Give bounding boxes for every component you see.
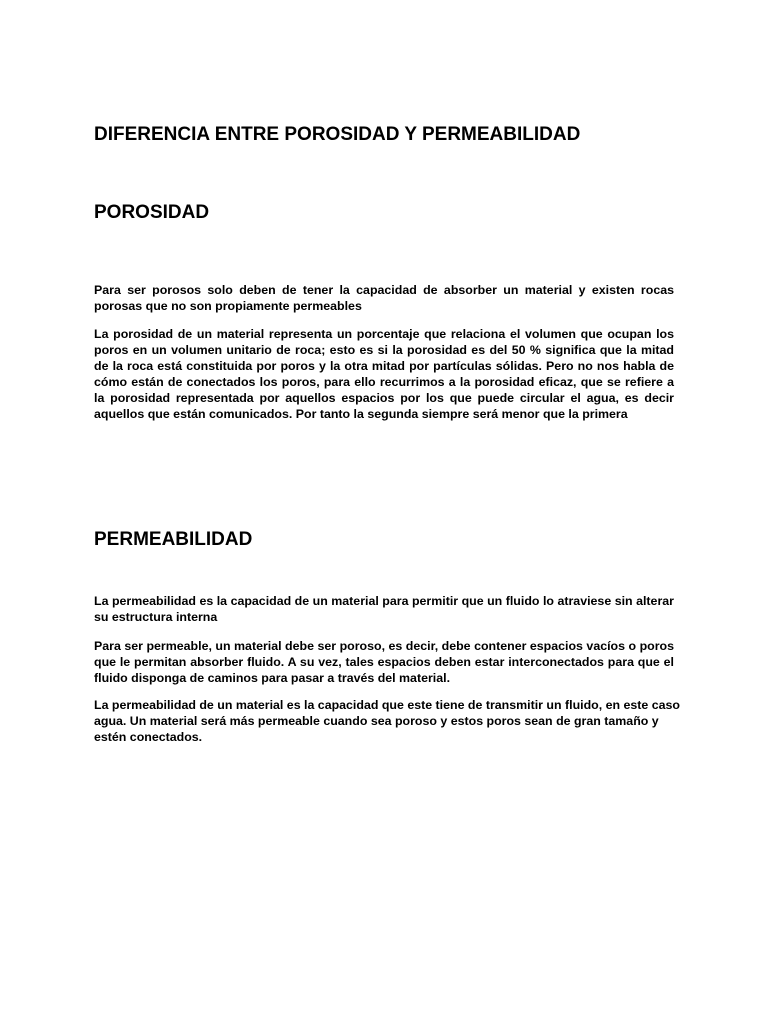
permeabilidad-paragraph-3: La permeabilidad de un material es la capacidad que este tiene de transmitir un fluido, en este caso agua. Un material será más permeable cuando sea poroso y estos poros sean de gran tamaño y estén conectados.: [94, 698, 680, 744]
document-title: DIFERENCIA ENTRE POROSIDAD Y PERMEABILIDAD: [94, 124, 581, 145]
permeabilidad-paragraph-2: Para ser permeable, un material debe ser poroso, es decir, debe contener espacios vacíos o poros que le permitan absorber fluido. A su vez, tales espacios deben estar interconectados para que el fluido disponga de caminos para pasar a través del material.: [94, 639, 674, 685]
section-heading-permeabilidad: PERMEABILIDAD: [94, 529, 253, 550]
porosidad-paragraph-2: La porosidad de un material representa un porcentaje que relaciona el volumen que ocupan los poros en un volumen unitario de roca; esto es si la porosidad es del 50 % significa que la mitad de la roca está constituida por poros y la otra mitad por partículas sólidas. Pero no nos habla de cómo están de conectados los poros, para ello recurrimos a la porosidad eficaz, que se refiere a la porosidad representada por aquellos espacios por los que puede circular el agua, es decir aquellos que están comunicados. Por tanto la segunda siempre será menor que la primera: [94, 327, 674, 421]
section-heading-porosidad: POROSIDAD: [94, 202, 210, 223]
permeabilidad-paragraph-1: La permeabilidad es la capacidad de un material para permitir que un fluido lo atraviese sin alterar su estructura interna: [94, 594, 674, 624]
porosidad-paragraph-1: Para ser porosos solo deben de tener la capacidad de absorber un material y existen rocas porosas que no son propiamente permeables: [94, 283, 674, 313]
